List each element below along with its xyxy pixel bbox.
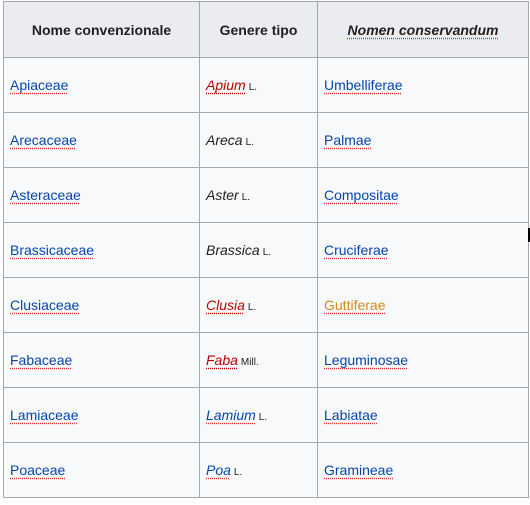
conservandum-cell [318,388,529,443]
families-table [3,1,529,498]
family-name-link[interactable]: Fabaceae [10,352,73,368]
genus-author: L. [262,247,272,258]
conservandum-link[interactable]: Compositae [324,187,399,203]
type-genus-cell [200,168,318,223]
family-name-cell [4,58,200,113]
type-genus-cell [200,223,318,278]
type-genus-link[interactable]: Faba [206,352,238,368]
family-name-link[interactable]: Arecaceae [10,132,77,148]
conservandum-link[interactable]: Umbelliferae [324,77,403,93]
family-name-link[interactable]: Clusiaceae [10,297,80,313]
type-genus-cell [200,443,318,498]
family-name-cell [4,333,200,388]
family-name-link[interactable]: Poaceae [10,462,66,478]
header-row [4,2,529,58]
family-name-cell [4,388,200,443]
family-name-cell [4,223,200,278]
genus-author: Mill. [240,357,259,368]
family-name-link[interactable]: Brassicaceae [10,242,95,258]
type-genus-link: Aster [206,187,239,203]
type-genus-link[interactable]: Clusia [206,297,245,313]
family-name-cell [4,168,200,223]
type-genus-cell [200,58,318,113]
genus-author: L. [248,82,258,93]
header-genere-tipo: Genere tipo [200,2,318,58]
type-genus-cell [200,333,318,388]
header-nomen-conservandum[interactable] [318,2,529,58]
table-row [4,443,529,498]
genus-author: L. [241,192,251,203]
conservandum-cell [318,113,529,168]
conservandum-cell [318,168,529,223]
genus-author: L. [258,412,268,423]
conservandum-cell [318,278,529,333]
type-genus-cell [200,388,318,443]
table-row [4,223,529,278]
family-name-link[interactable]: Lamiaceae [10,407,79,423]
family-name-cell [4,278,200,333]
table-row [4,113,529,168]
family-name-cell [4,113,200,168]
conservandum-link[interactable]: Gramineae [324,462,394,478]
conservandum-link[interactable]: Palmae [324,132,372,148]
conservandum-link[interactable]: Leguminosae [324,352,409,368]
type-genus-cell [200,278,318,333]
conservandum-link[interactable]: Guttiferae [324,297,386,313]
conservandum-cell [318,443,529,498]
genus-author: L. [245,137,254,148]
conservandum-cell [318,58,529,113]
table-row [4,388,529,443]
header-nome-convenzionale: Nome convenzionale [4,2,200,58]
family-name-link[interactable]: Asteraceae [10,187,81,203]
conservandum-link[interactable]: Cruciferae [324,242,389,258]
table-row [4,278,529,333]
family-name-link[interactable]: Apiaceae [10,77,69,93]
type-genus-link: Areca [206,132,243,148]
nomen-conservandum-link[interactable]: Nomen conservandum [347,21,499,38]
genus-author: L. [233,467,243,478]
family-name-cell [4,443,200,498]
table-row [4,58,529,113]
conservandum-link[interactable]: Labiatae [324,407,378,423]
type-genus-cell [200,113,318,168]
table-row [4,333,529,388]
conservandum-cell [318,223,529,278]
genus-author: L. [247,302,257,313]
conservandum-cell [318,333,529,388]
type-genus-link: Brassica [206,242,260,258]
type-genus-link[interactable]: Lamium [206,407,256,423]
table-row [4,168,529,223]
type-genus-link[interactable]: Poa [206,462,231,478]
type-genus-link[interactable]: Apium [206,77,246,93]
